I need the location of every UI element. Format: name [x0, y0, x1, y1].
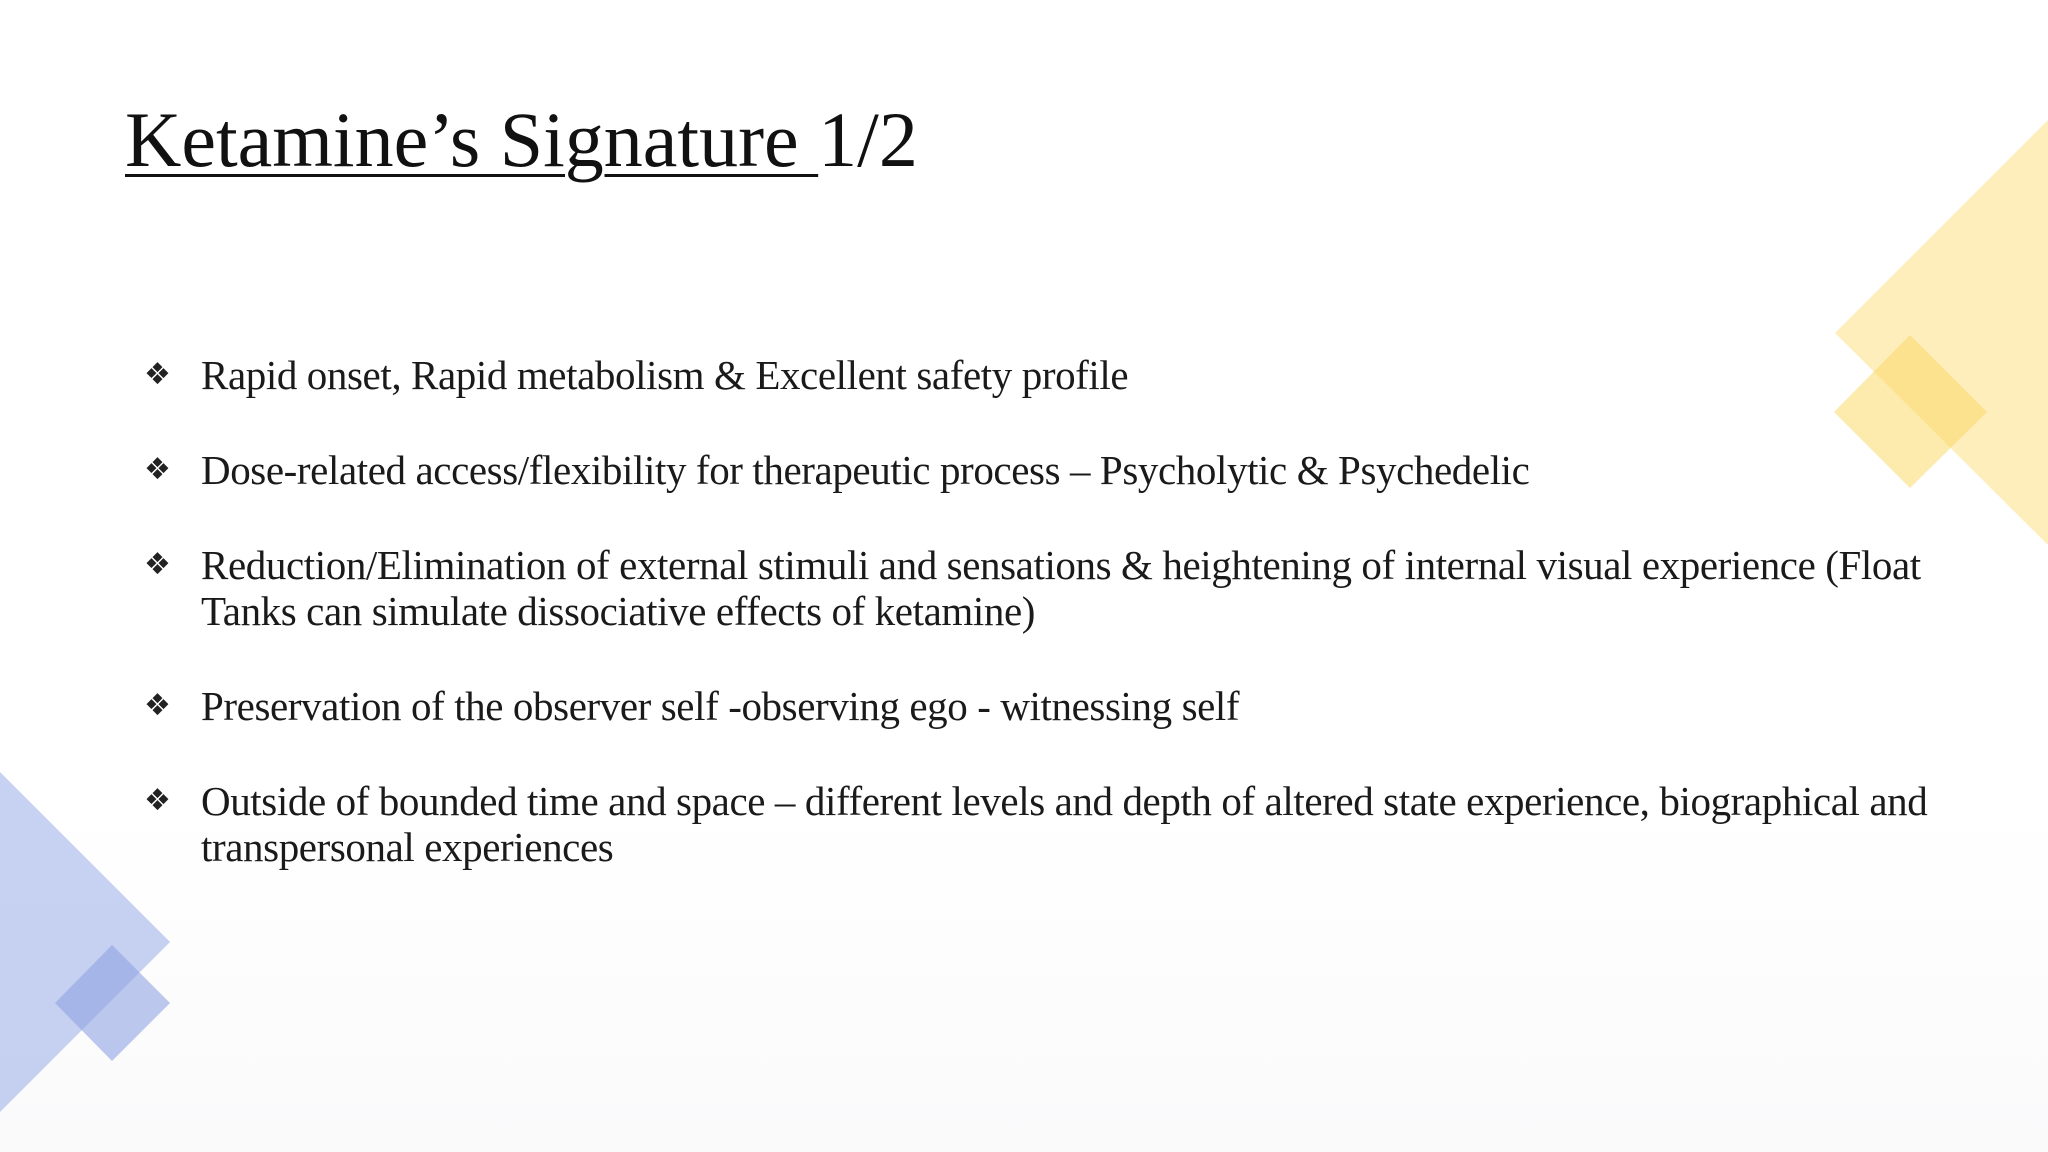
slide-title [125, 92, 918, 188]
bullet-item [144, 352, 1944, 398]
bullet-item [144, 542, 1944, 634]
diamond-bullet-icon: ❖ [144, 688, 171, 723]
bullet-item [144, 778, 1944, 870]
diamond-bullet-icon: ❖ [144, 783, 171, 818]
slide-title-page: 1/2 [818, 96, 918, 183]
bullet-text: Outside of bounded time and space – different levels and depth of altered state experience, biographical and transpersonal experiences [201, 778, 1928, 870]
bullet-text: Rapid onset, Rapid metabolism & Excellent safety profile [201, 352, 1129, 398]
slide-title-underlined: Ketamine’s Signature [125, 96, 819, 183]
diamond-bullet-icon: ❖ [144, 357, 171, 392]
bullet-text: Preservation of the observer self -observing ego - witnessing self [201, 683, 1240, 729]
diamond-bullet-icon: ❖ [144, 452, 171, 487]
bullet-item [144, 683, 1944, 729]
bullet-text: Reduction/Elimination of external stimuli and sensations & heightening of internal visual experience (Float Tanks can simulate dissociative effects of ketamine) [201, 542, 1921, 634]
bullet-list [144, 352, 1944, 919]
bullet-item [144, 447, 1944, 493]
diamond-bullet-icon: ❖ [144, 547, 171, 582]
bullet-text: Dose-related access/flexibility for therapeutic process – Psycholytic & Psychedelic [201, 447, 1530, 493]
